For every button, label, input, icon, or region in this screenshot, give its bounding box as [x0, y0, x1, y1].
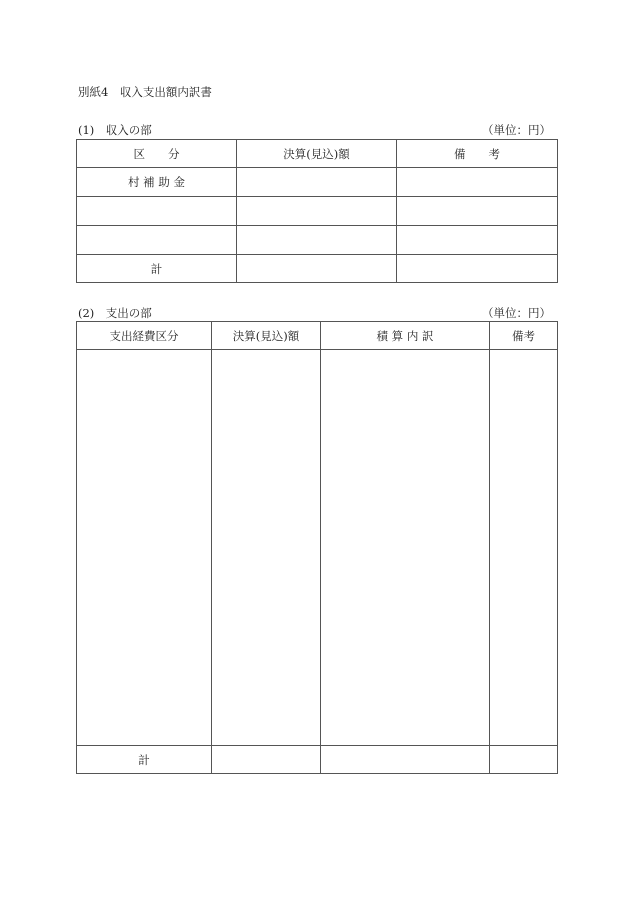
income-header-amount: 決算(見込)額: [237, 140, 397, 168]
expense-total-row: [77, 746, 558, 774]
income-row-amount[interactable]: [237, 226, 397, 255]
income-section-heading: (1) 収入の部: [78, 123, 152, 137]
expense-breakdown-cell[interactable]: [321, 350, 490, 746]
expense-body-row: [77, 350, 558, 746]
income-unit-label: （単位：円）: [482, 123, 551, 137]
income-row-category[interactable]: [77, 226, 237, 255]
expense-total-amount[interactable]: [212, 746, 321, 774]
income-row-category: 村 補 助 金: [77, 168, 237, 197]
expense-section-heading: (2) 支出の部: [78, 306, 152, 320]
income-row: [77, 168, 558, 197]
expense-header-category: 支出経費区分: [77, 322, 212, 350]
income-header-row: [77, 140, 558, 168]
expense-category-cell[interactable]: [77, 350, 212, 746]
document-title: 別紙4 収入支出額内訳書: [78, 85, 212, 99]
income-header-category: 区 分: [77, 140, 237, 168]
income-header-remarks: 備 考: [397, 140, 558, 168]
expense-amount-cell[interactable]: [212, 350, 321, 746]
income-row-amount[interactable]: [237, 168, 397, 197]
expense-unit-label: （単位：円）: [482, 306, 551, 320]
income-row: [77, 197, 558, 226]
expense-header-amount: 決算(見込)額: [212, 322, 321, 350]
income-row-remarks[interactable]: [397, 168, 558, 197]
income-total-row: [77, 255, 558, 283]
income-row: [77, 226, 558, 255]
expense-header-row: [77, 322, 558, 350]
expense-remarks-cell[interactable]: [490, 350, 558, 746]
income-total-remarks[interactable]: [397, 255, 558, 283]
income-row-amount[interactable]: [237, 197, 397, 226]
expense-total-breakdown[interactable]: [321, 746, 490, 774]
income-table: [76, 139, 558, 283]
expense-table: [76, 321, 558, 774]
expense-total-label: 計: [77, 746, 212, 774]
income-row-category[interactable]: [77, 197, 237, 226]
income-total-amount[interactable]: [237, 255, 397, 283]
income-row-remarks[interactable]: [397, 226, 558, 255]
income-row-remarks[interactable]: [397, 197, 558, 226]
expense-header-remarks: 備考: [490, 322, 558, 350]
income-total-label: 計: [77, 255, 237, 283]
expense-header-breakdown: 積 算 内 訳: [321, 322, 490, 350]
expense-total-remarks[interactable]: [490, 746, 558, 774]
